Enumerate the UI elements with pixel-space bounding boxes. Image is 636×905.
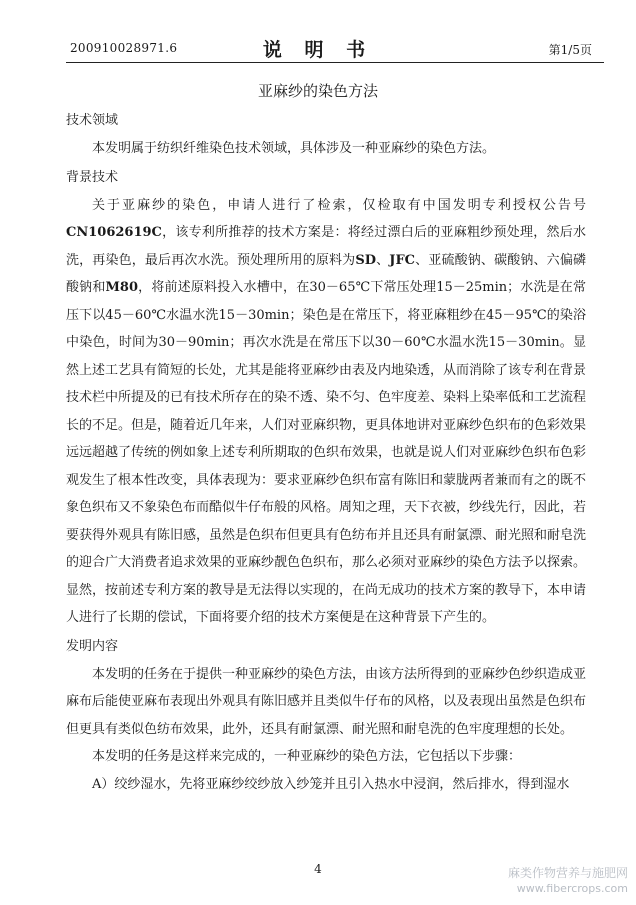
header-rule xyxy=(66,62,604,63)
tech-field-paragraph: 本发明属于纺织纤维染色技术领域，具体涉及一种亚麻纱的染色方法。 xyxy=(92,141,496,156)
background-text-1: 关于亚麻纱的染色，申请人进行了检索，仅检取有中国发明专利授权公告号 xyxy=(92,197,586,213)
background-paragraph xyxy=(66,192,586,632)
chemical-m80: M80 xyxy=(105,280,138,295)
document-title: 亚麻纱的染色方法 xyxy=(257,82,378,100)
page-of-indicator: 第1/5页 xyxy=(548,43,592,57)
background-text-2: ，该专利所推荐的技术方案是：将经过漂白后的亚麻粗纱预处理，然后水洗，再染色，最后再次水洗。预处理所用的原料为 xyxy=(66,225,586,268)
watermark xyxy=(508,866,628,896)
document-body xyxy=(66,106,586,798)
background-text-5: ，将前述原料投入水槽中，在30－65℃下常压处理15－25min；水洗是在常压下以45－60℃水温水洗15－30min；染色是在常压下，将亚麻粗纱在45－95℃的染浴中染色，时间为30－90min；再次水洗是在常压下以30－60℃水温水洗15－30min。显然上述工艺具有简短的长处，尤其是能将亚麻纱由表及内地染透，从而消除了该专利在背景技术栏中所提及的已有技术所存在的染不透、染不匀、色牢度差、染料上染率低和工艺流程长的不足。但是，随着近几年来，人们对亚麻织物，更具体地讲对亚麻纱色织布的色彩效果远远超越了传统的例如象上述专利所期取的色织布效果，也就是说人们对亚麻纱色织布色彩观发生了根本性改变，具体表现为：要求亚麻纱色织布富有陈旧和蒙胧两者兼而有之的既不象色织布又不象染色布而酷似牛仔布般的风格。周知之理，天下衣被，纱线先行，因此，若要获得外观具有陈旧感，虽然是色织布但更具有色纺布并且还具有耐氯漂、耐光照和耐皂洗的迎合广大消费者追求效果的亚麻纱靓色色织布，那么必须对亚麻纱的染色方法予以探索。显然，按前述专利方案的教导是无法得以实现的，在尚无成功的技术方案的教导下，本申请人进行了长期的偿试，下面将要介绍的技术方案便是在这种背景下产生的。 xyxy=(66,280,587,625)
section-heading-tech-field: 技术领域 xyxy=(66,113,119,128)
patent-number: CN1062619C xyxy=(66,225,162,240)
page-number: 4 xyxy=(314,862,322,876)
watermark-site-name: 麻类作物营养与施肥网 xyxy=(507,866,628,880)
background-text-4: 、亚硫酸钠、碳酸钠、六偏磷酸钠和 xyxy=(66,252,586,295)
invention-paragraph-2: 本发明的任务是这样来完成的，一种亚麻纱的染色方法，它包括以下步骤： xyxy=(92,749,522,764)
section-heading-background: 背景技术 xyxy=(66,169,119,185)
invention-paragraph-1: 本发明的任务在于提供一种亚麻纱的染色方法，由该方法所得到的亚麻纱色纱织造成亚麻布后能使亚麻布表现出外观具有陈旧感并且类似牛仔布的风格，以及表现出虽然是色织布但更具有类似色纺布效果，此外，还具有耐氯漂、耐光照和耐皂洗的色牢度理想的长处。 xyxy=(66,666,587,737)
section-heading-invention: 发明内容 xyxy=(66,638,119,654)
background-text-3: 、 xyxy=(375,252,390,268)
watermark-site-url: www.fibercrops.com xyxy=(516,882,628,895)
chemical-sd: SD xyxy=(355,252,376,268)
document-type: 说 明 书 xyxy=(262,39,374,61)
invention-step-a: A）绞纱湿水，先将亚麻纱绞纱放入纱笼并且引入热水中浸润，然后排水，得到湿水 xyxy=(92,776,570,792)
page-header xyxy=(0,0,636,62)
application-number: 200910028971.6 xyxy=(70,41,178,55)
chemical-jfc: JFC xyxy=(389,252,416,268)
